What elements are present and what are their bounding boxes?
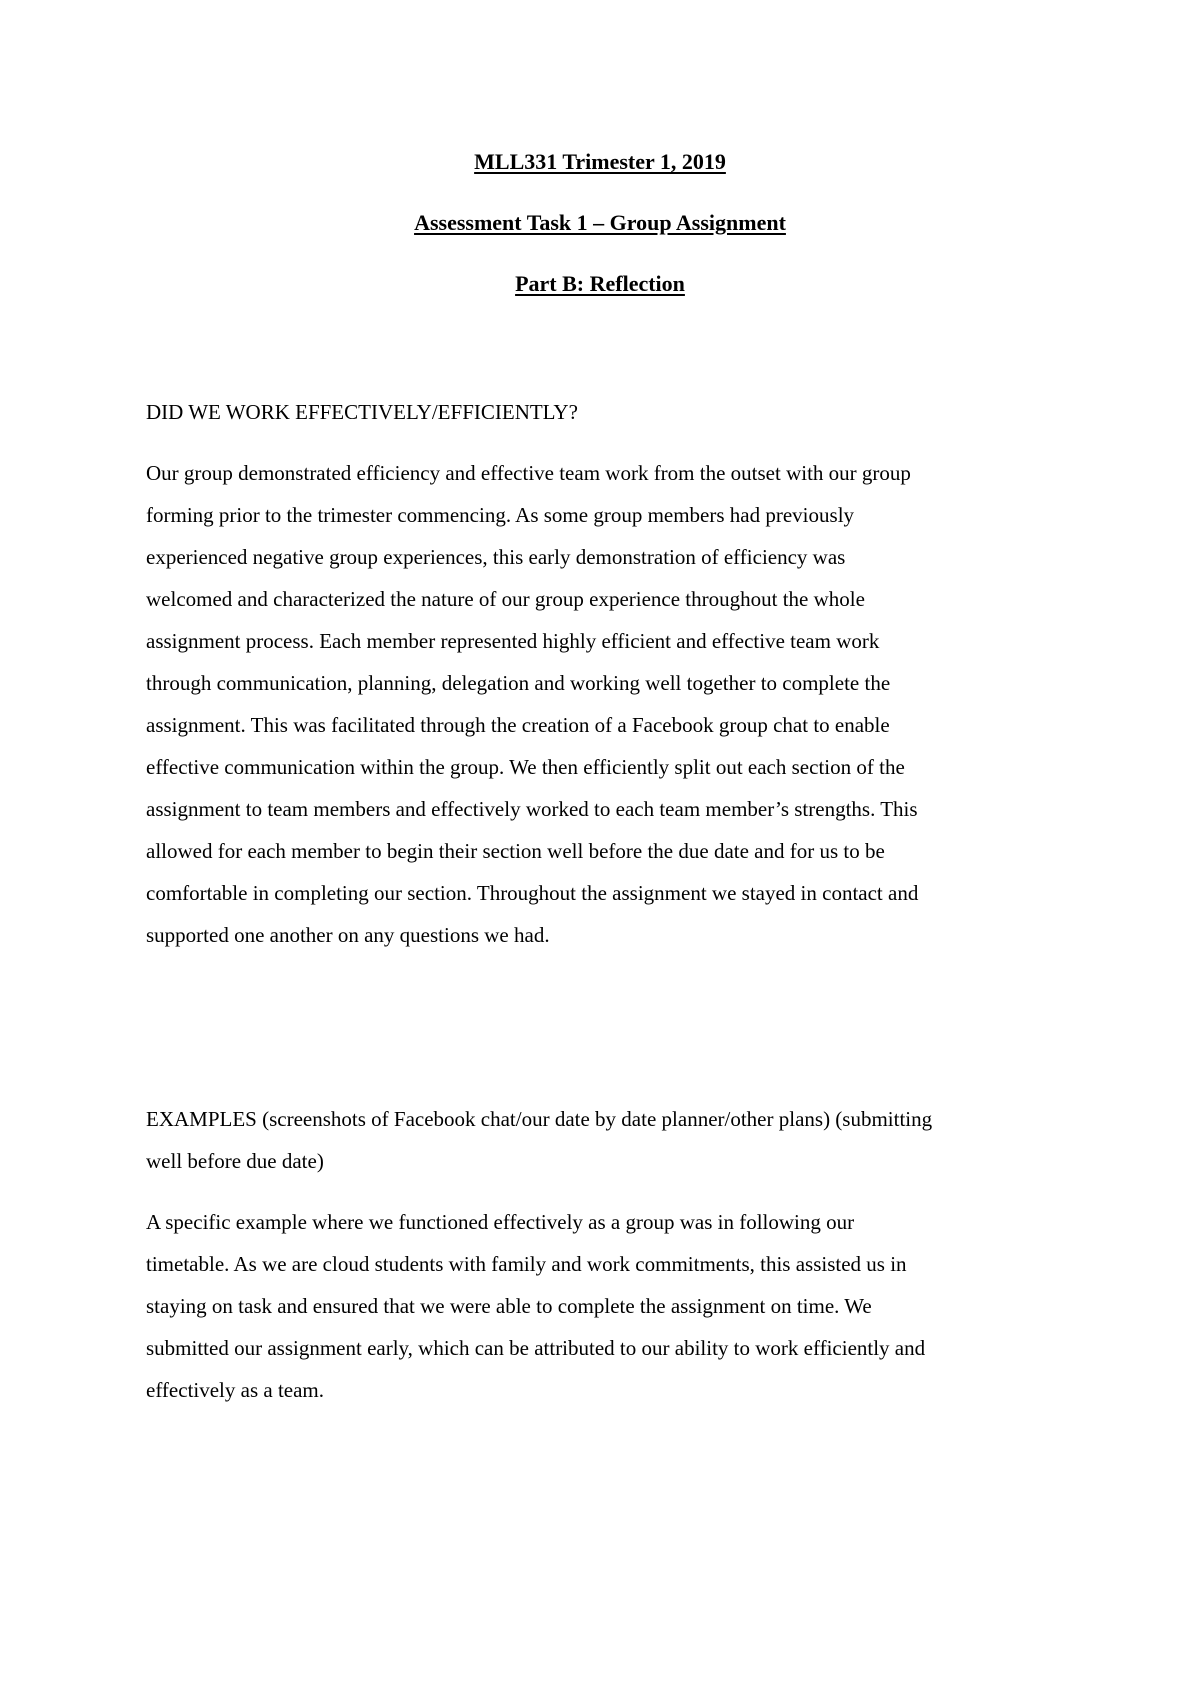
paragraph-line: timetable. As we are cloud students with family and work commitments, this assisted us in — [146, 1252, 907, 1276]
paragraph-line: assignment process. Each member represented highly efficient and effective team work — [146, 629, 880, 653]
heading-line: EXAMPLES (screenshots of Facebook chat/our date by date planner/other plans) (submitting — [146, 1107, 933, 1131]
paragraph-line: effectively as a team. — [146, 1378, 325, 1402]
paragraph-line: welcomed and characterized the nature of our group experience throughout the whole — [146, 587, 865, 611]
section-heading-effectiveness: DID WE WORK EFFECTIVELY/EFFICIENTLY? — [146, 400, 578, 424]
paragraph-line: effective communication within the group. We then efficiently split out each section of the — [146, 755, 905, 779]
paragraph-line: submitted our assignment early, which can be attributed to our ability to work efficiently and — [146, 1336, 926, 1360]
paragraph-line: allowed for each member to begin their section well before the due date and for us to be — [146, 839, 885, 863]
paragraph-line: supported one another on any questions we had. — [146, 923, 550, 947]
heading-line: well before due date) — [146, 1149, 324, 1173]
part-title: Part B: Reflection — [515, 271, 685, 296]
paragraph-line: experienced negative group experiences, this early demonstration of efficiency was — [146, 545, 846, 569]
paragraph-line: assignment to team members and effectively worked to each team member’s strengths. This — [146, 797, 918, 821]
course-title: MLL331 Trimester 1, 2019 — [474, 149, 726, 174]
paragraph-line: assignment. This was facilitated through the creation of a Facebook group chat to enable — [146, 713, 890, 737]
paragraph-effectiveness — [146, 452, 1066, 956]
section-heading-examples — [146, 1098, 1066, 1182]
paragraph-line: staying on task and ensured that we were able to complete the assignment on time. We — [146, 1294, 872, 1318]
paragraph-line: comfortable in completing our section. Throughout the assignment we stayed in contact and — [146, 881, 919, 905]
paragraph-examples — [146, 1201, 1066, 1411]
paragraph-line: through communication, planning, delegation and working well together to complete the — [146, 671, 891, 695]
paragraph-line: A specific example where we functioned effectively as a group was in following our — [146, 1210, 855, 1234]
assessment-title: Assessment Task 1 – Group Assignment — [414, 210, 786, 235]
paragraph-line: Our group demonstrated efficiency and effective team work from the outset with our group — [146, 461, 911, 485]
paragraph-line: forming prior to the trimester commencing. As some group members had previously — [146, 503, 855, 527]
